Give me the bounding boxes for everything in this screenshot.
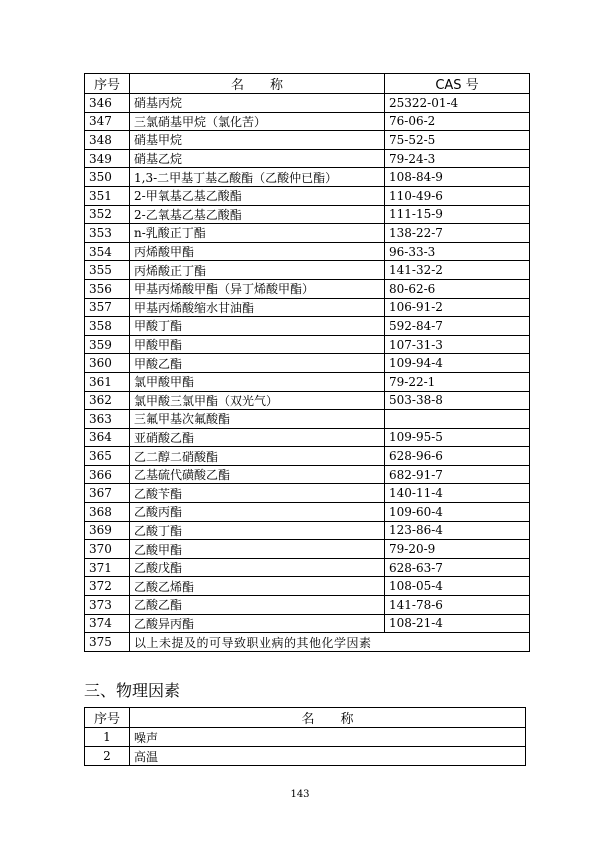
name-cell: 乙二醇二硝酸酯 — [130, 447, 385, 466]
table-row — [85, 447, 530, 466]
name-cell: 乙酸戊酯 — [130, 558, 385, 577]
serial-number-cell: 1 — [85, 728, 130, 747]
cas-number-cell: 25322-01-4 — [385, 94, 530, 113]
serial-number-cell: 369 — [85, 521, 130, 540]
cas-number-cell: 592-84-7 — [385, 317, 530, 336]
cas-number-cell: 138-22-7 — [385, 224, 530, 243]
cas-number-cell: 106-91-2 — [385, 298, 530, 317]
serial-number-cell: 359 — [85, 335, 130, 354]
cas-number-cell: 76-06-2 — [385, 112, 530, 131]
cas-number-cell: 107-31-3 — [385, 335, 530, 354]
name-cell: 甲酸甲酯 — [130, 335, 385, 354]
table-row — [85, 94, 530, 113]
header-name: 名 称 — [130, 708, 526, 728]
serial-number-cell: 368 — [85, 503, 130, 522]
table-row — [85, 747, 526, 766]
page-number: 143 — [290, 789, 310, 800]
name-cell: 乙酸丙酯 — [130, 503, 385, 522]
header-name: 名 称 — [130, 74, 385, 94]
header-cas-number: CAS 号 — [385, 74, 530, 94]
serial-number-cell: 362 — [85, 391, 130, 410]
name-cell: 高温 — [130, 747, 526, 766]
cas-number-cell: 109-60-4 — [385, 503, 530, 522]
serial-number-cell: 354 — [85, 242, 130, 261]
table-row — [85, 372, 530, 391]
cas-number-cell: 80-62-6 — [385, 279, 530, 298]
serial-number-cell: 358 — [85, 317, 130, 336]
cas-number-cell: 79-22-1 — [385, 372, 530, 391]
table-row — [85, 558, 530, 577]
table-row — [85, 465, 530, 484]
serial-number-cell: 351 — [85, 186, 130, 205]
serial-number-cell: 350 — [85, 168, 130, 187]
table-row — [85, 410, 530, 429]
name-cell: 氯甲酸三氯甲酯（双光气） — [130, 391, 385, 410]
serial-number-cell: 365 — [85, 447, 130, 466]
other-chemicals-note-cell: 以上未提及的可导致职业病的其他化学因素 — [130, 633, 530, 652]
cas-number-cell: 628-96-6 — [385, 447, 530, 466]
serial-number-cell: 348 — [85, 131, 130, 150]
table-row — [85, 279, 530, 298]
name-cell: 三氯硝基甲烷（氯化苦） — [130, 112, 385, 131]
cas-number-cell: 111-15-9 — [385, 205, 530, 224]
name-cell: 甲酸丁酯 — [130, 317, 385, 336]
serial-number-cell: 353 — [85, 224, 130, 243]
table-row-other-chemicals — [85, 633, 530, 652]
cas-number-cell: 75-52-5 — [385, 131, 530, 150]
cas-number-cell: 109-94-4 — [385, 354, 530, 373]
name-cell: 三氟甲基次氟酸酯 — [130, 410, 385, 429]
serial-number-cell: 364 — [85, 428, 130, 447]
serial-number-cell: 2 — [85, 747, 130, 766]
table-row — [85, 112, 530, 131]
serial-number-cell: 361 — [85, 372, 130, 391]
table-header-row — [85, 708, 526, 728]
physical-factors-table — [84, 707, 526, 766]
name-cell: 噪声 — [130, 728, 526, 747]
name-cell: 氯甲酸甲酯 — [130, 372, 385, 391]
cas-number-cell: 141-32-2 — [385, 261, 530, 280]
table-row — [85, 224, 530, 243]
name-cell: 乙酸丁酯 — [130, 521, 385, 540]
serial-number-cell: 352 — [85, 205, 130, 224]
serial-number-cell: 373 — [85, 596, 130, 615]
table-row — [85, 149, 530, 168]
table-row — [85, 503, 530, 522]
serial-number-cell: 357 — [85, 298, 130, 317]
name-cell: 1,3-二甲基丁基乙酸酯（乙酸仲已酯） — [130, 168, 385, 187]
cas-number-cell: 108-84-9 — [385, 168, 530, 187]
table-row — [85, 521, 530, 540]
serial-number-cell: 355 — [85, 261, 130, 280]
table-row — [85, 298, 530, 317]
table-row — [85, 540, 530, 559]
table-row — [85, 186, 530, 205]
serial-number-cell: 363 — [85, 410, 130, 429]
cas-number-cell: 79-20-9 — [385, 540, 530, 559]
serial-number-cell: 356 — [85, 279, 130, 298]
name-cell: n-乳酸正丁酯 — [130, 224, 385, 243]
table-row — [85, 728, 526, 747]
table-row — [85, 596, 530, 615]
cas-number-cell: 108-21-4 — [385, 614, 530, 633]
cas-number-cell: 96-33-3 — [385, 242, 530, 261]
table-row — [85, 335, 530, 354]
table-row — [85, 484, 530, 503]
name-cell: 2-甲氧基乙基乙酸酯 — [130, 186, 385, 205]
name-cell: 亚硝酸乙酯 — [130, 428, 385, 447]
chemical-factors-table — [84, 73, 530, 652]
name-cell: 甲基丙烯酸甲酯（异丁烯酸甲酯） — [130, 279, 385, 298]
name-cell: 乙基硫代磺酸乙酯 — [130, 465, 385, 484]
chemical-table-body — [85, 94, 530, 652]
table-row — [85, 168, 530, 187]
name-cell: 硝基甲烷 — [130, 131, 385, 150]
name-cell: 乙酸乙烯酯 — [130, 577, 385, 596]
name-cell: 丙烯酸正丁酯 — [130, 261, 385, 280]
table-row — [85, 242, 530, 261]
header-serial-number: 序号 — [85, 708, 130, 728]
table-row — [85, 317, 530, 336]
serial-number-cell: 360 — [85, 354, 130, 373]
name-cell: 甲酸乙酯 — [130, 354, 385, 373]
cas-number-cell: 140-11-4 — [385, 484, 530, 503]
name-cell: 乙酸苄酯 — [130, 484, 385, 503]
table-row — [85, 261, 530, 280]
table-row — [85, 428, 530, 447]
table-row — [85, 577, 530, 596]
table-row — [85, 205, 530, 224]
cas-number-cell: 682-91-7 — [385, 465, 530, 484]
table-row — [85, 354, 530, 373]
cas-number-cell: 628-63-7 — [385, 558, 530, 577]
cas-number-cell: 141-78-6 — [385, 596, 530, 615]
physical-table-body — [85, 728, 526, 766]
name-cell: 乙酸乙酯 — [130, 596, 385, 615]
name-cell: 乙酸异丙酯 — [130, 614, 385, 633]
name-cell: 硝基乙烷 — [130, 149, 385, 168]
serial-number-cell: 375 — [85, 633, 130, 652]
cas-number-cell: 108-05-4 — [385, 577, 530, 596]
serial-number-cell: 349 — [85, 149, 130, 168]
table-header-row — [85, 74, 530, 94]
name-cell: 甲基丙烯酸缩水甘油酯 — [130, 298, 385, 317]
cas-number-cell: 109-95-5 — [385, 428, 530, 447]
table-row — [85, 614, 530, 633]
serial-number-cell: 347 — [85, 112, 130, 131]
serial-number-cell: 346 — [85, 94, 130, 113]
cas-number-cell — [385, 410, 530, 429]
table-row — [85, 131, 530, 150]
serial-number-cell: 374 — [85, 614, 130, 633]
serial-number-cell: 366 — [85, 465, 130, 484]
cas-number-cell: 110-49-6 — [385, 186, 530, 205]
serial-number-cell: 367 — [85, 484, 130, 503]
section-title: 三、物理因素 — [84, 681, 181, 700]
cas-number-cell: 503-38-8 — [385, 391, 530, 410]
table-row — [85, 391, 530, 410]
name-cell: 2-乙氧基乙基乙酸酯 — [130, 205, 385, 224]
serial-number-cell: 370 — [85, 540, 130, 559]
name-cell: 乙酸甲酯 — [130, 540, 385, 559]
name-cell: 硝基丙烷 — [130, 94, 385, 113]
cas-number-cell: 123-86-4 — [385, 521, 530, 540]
serial-number-cell: 372 — [85, 577, 130, 596]
header-serial-number: 序号 — [85, 74, 130, 94]
serial-number-cell: 371 — [85, 558, 130, 577]
cas-number-cell: 79-24-3 — [385, 149, 530, 168]
name-cell: 丙烯酸甲酯 — [130, 242, 385, 261]
